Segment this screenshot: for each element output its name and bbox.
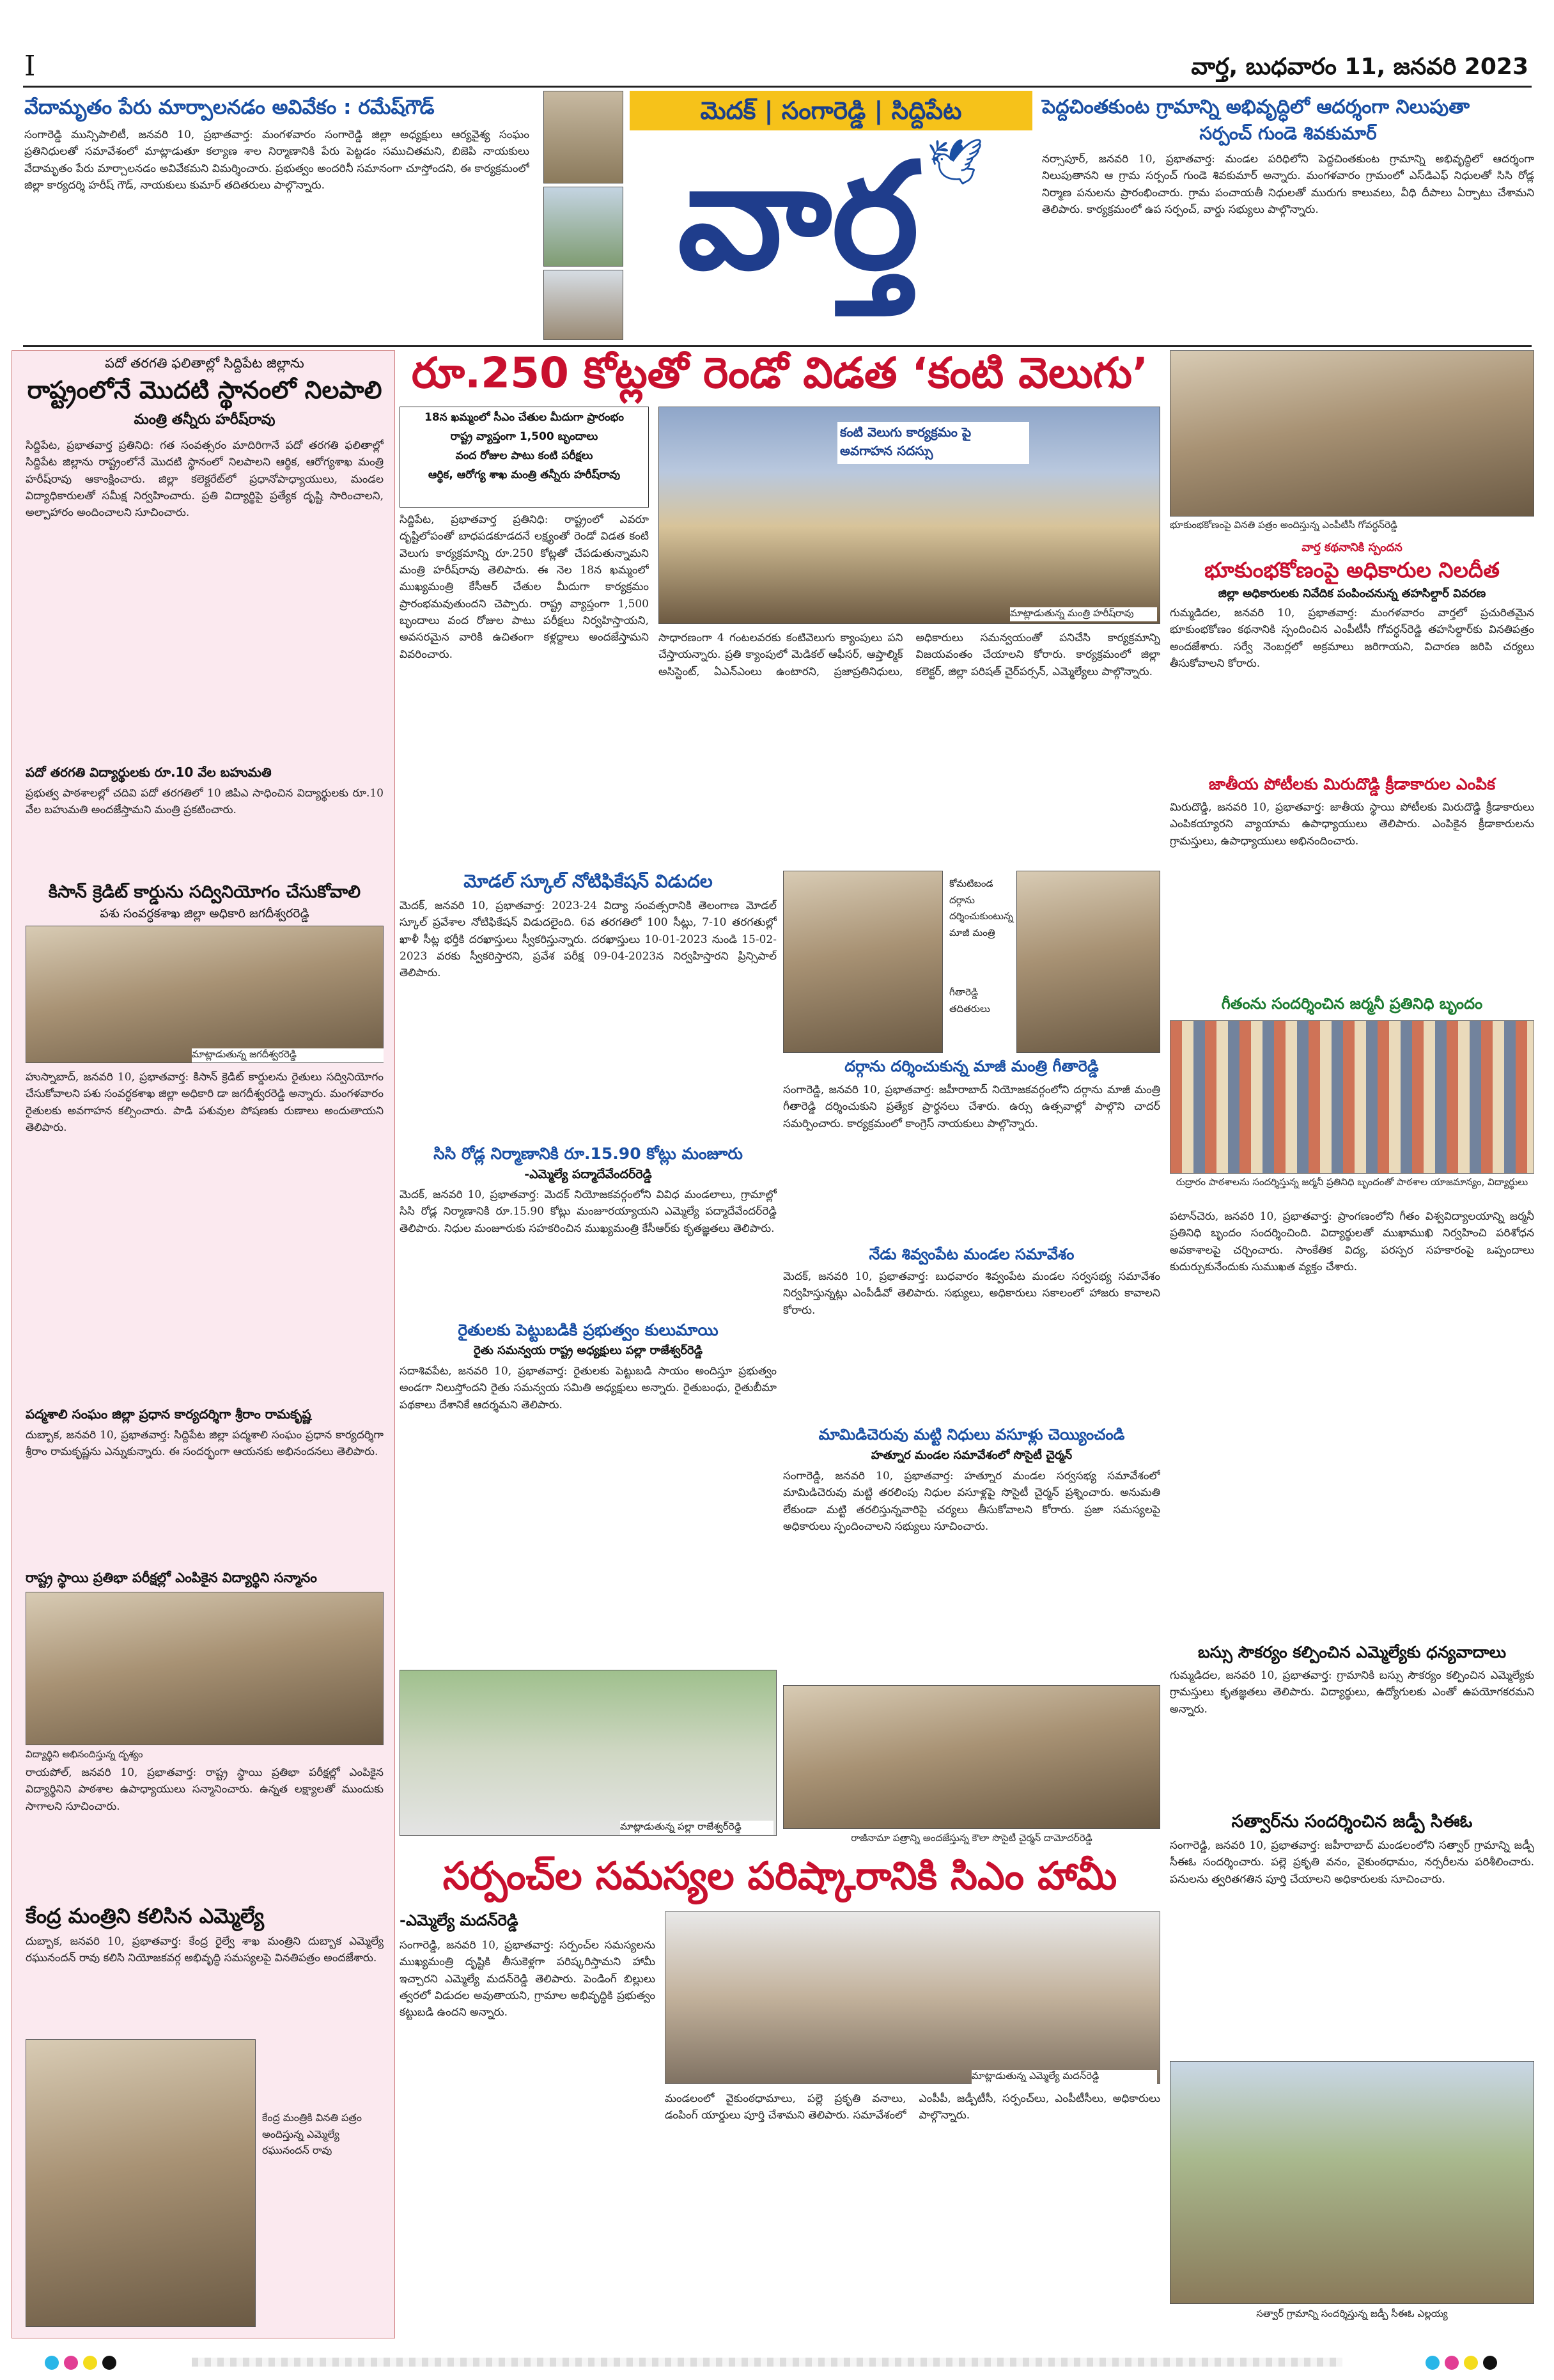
- masthead-rule: [23, 86, 1532, 88]
- photo-geetha-reddy: [783, 871, 943, 1053]
- body-padmashali: దుబ్బాక, జనవరి 10, ప్రభాతవార్త: సిద్దిపేట జిల్లా పద్మశాలి సంఘం ప్రధాన కార్యదర్శిగా శ్రీరాం రామకృష్ణను ఎన్నుకున్నారు. ఈ సందర్భంగా ఆయనకు అభినందనలు తెలిపారు.: [26, 1429, 384, 1459]
- reg-dot-cyan-right: [1426, 2356, 1440, 2370]
- banner-district-strip: మెదక్ | సంగారెడ్డి | సిద్దిపేట: [630, 91, 1032, 130]
- reg-dot-black-right: [1483, 2356, 1497, 2370]
- subhead-cc-roads: -ఎమ్మెల్యే పద్మాదేవేందర్‌రెడ్డి: [524, 1167, 652, 1181]
- headline-state-students: రాష్ట్ర స్థాయి ప్రతిభా పరీక్షల్లో ఎంపికైన విద్యార్థిని సన్మానం: [26, 1570, 317, 1585]
- body-vedamrutham: సంగారెడ్డి మున్సిపాలిటీ, జనవరి 10, ప్రభాతవార్త: మంగళవారం సంగారెడ్డి జిల్లా అధ్యక్షులు ఆర్యవైశ్య సంఘం ప్రతినిధులతో సమావేశంలో మాట్లాడుతూ కల్యాణ శాల నిర్మాణానికి పేరు పెట్టడం సముచితమని, బిజెపి నాయకులు వేదామృతం పేరు మార్చాలనడం అవివేకమని విమర్శించారు. ప్రభుత్వం అందరినీ సమానంగా చూస్తోందని, ఈ కార్యక్రమంలో జిల్లా కార్యదర్శి హరీష్ గౌడ్, నాయకులు కుమార్ తదితరులు పాల్గొన్నారు.: [24, 128, 529, 192]
- headline-model-school: మోడల్ స్కూల్ నోటిఫికేషన్ విడుదల: [463, 871, 713, 892]
- kanti-box: [400, 407, 649, 508]
- body-model-school: మెదక్, జనవరి 10, ప్రభాతవార్త: 2023-24 విద్యా సంవత్సరానికి తెలంగాణ మోడల్ స్కూల్ ప్రవేశాల నోటిఫికేషన్ విడుదలైంది. 6వ తరగతిలో 100 సీట్లు, 7-10 తరగతుల్లో ఖాళీ సీట్ల భర్తీకి దరఖాస్తులు స్వీకరిస్తున్నారు. దరఖాస్తులు 10-01-2023 నుండి 15-02-2023 వరకు స్వీకరిస్తారని, ప్రవేశ పరీక్ష 09-04-2023న నిర్వహిస్తారని ప్రిన్సిపాల్ తెలిపారు.: [400, 899, 777, 980]
- headline-kisan: కిసాన్ క్రెడిట్ కార్డును సద్వినియోగం చేసుకోవాలి: [48, 882, 361, 902]
- banner-photo-temple: [543, 91, 623, 183]
- photo-kisan: [26, 926, 384, 1063]
- photo-central-minister: [26, 2039, 256, 2327]
- body-kanti-right: సాధారణంగా 4 గంటలవరకు కంటివెలుగు క్యాంపులు పని చేస్తాయన్నారు. ప్రతి క్యాంపులో మెడికల్ ఆఫీసర్, ఆప్తాల్మిక్ అసిస్టెంట్, ఏఎన్ఎంలు ఉంటారని, ప్రజాప్రతినిధులు, అధికారులు సమన్వయంతో పనిచేసి కార్యక్రమాన్ని విజయవంతం చేయాలని కోరారు. కార్యక్రమంలో జిల్లా కలెక్టర్, జిల్లా పరిషత్ చైర్‌పర్సన్, ఎమ్మెల్యేలు పాల్గొన్నారు.: [658, 632, 1160, 678]
- body-kanti-left: సిద్దిపేట, ప్రభాతవార్త ప్రతినిధి: రాష్ట్రంలో ఎవరూ దృష్టిలోపంతో బాధపడకూడదనే లక్ష్యంతో రెండో విడత కంటి వెలుగు కార్యక్రమాన్ని రూ.250 కోట్లతో చేపడుతున్నామని మంత్రి హరీష్‌రావు తెలిపారు. ఈ నెల 18న ఖమ్మంలో ముఖ్యమంత్రి కేసీఆర్ చేతుల మీదుగా కార్యక్రమం ప్రారంభమవుతుందని చెప్పారు. రాష్ట్ర వ్యాప్తంగా 1,500 బృందాలు వంద రోజుల పాటు పరీక్షలు నిర్వహిస్తాయని, అవసరమైన వారికి ఉచితంగా కళ్లద్దాలు అందజేస్తామని వివరించారు.: [400, 513, 649, 661]
- headline-geetha: దర్గాను దర్శించుకున్న మాజీ మంత్రి గీతారెడ్డి: [844, 1057, 1099, 1075]
- caption-zp-ceo: సత్వార్ గ్రామాన్ని సందర్శిస్తున్న జడ్పీ సీఈఓ ఎల్లయ్య: [1256, 2308, 1448, 2319]
- divider-top: [23, 345, 1532, 347]
- caption-mamidicheruvu: రాజీనామా పత్రాన్ని అందజేస్తున్న కౌలా సొసైటీ చైర్మన్ దామోదర్‌రెడ్డి: [851, 1832, 1092, 1844]
- dove-logo-icon: 🕊: [927, 136, 984, 188]
- body-kisan: హుస్నాబాద్, జనవరి 10, ప్రభాతవార్త: కిసాన్ క్రెడిట్ కార్డులను రైతులు సద్వినియోగం చేసుకోవాలని పశు సంవర్ధకశాఖ జిల్లా అధికారి డా జగదీశ్వరరెడ్డి అన్నారు. మంగళవారం రైతులకు అవగాహన కల్పించారు. పాడి పశువుల పోషణకు రుణాలు అందుతాయని తెలిపారు.: [26, 1071, 384, 1135]
- subhead-peddachintakunta: సర్పంచ్ గుండె శివకుమార్: [1199, 123, 1377, 144]
- masthead-date: వార్త, బుధవారం 11, జనవరి 2023: [1191, 54, 1528, 80]
- caption-kisan: మాట్లాడుతున్న జగదీశ్వరరెడ్డి: [192, 1048, 384, 1062]
- subhead-kisan: పశు సంవర్ధకశాఖ జిల్లా అధికారి జగదీశ్వరరెడ్డి: [100, 906, 309, 921]
- page-number: I: [24, 50, 36, 82]
- newspaper-logo: వార్త: [678, 132, 919, 302]
- caption-kanti-velugu: మాట్లాడుతున్న మంత్రి హరీష్‌రావు: [1010, 607, 1157, 621]
- body-peddachintakunta: నర్సాపూర్, జనవరి 10, ప్రభాతవార్త: మండల పరిధిలోని పెద్దచింతకుంట గ్రామాన్ని అభివృద్ధిలో ఆదర్శంగా నిలుపుతానని ఆ గ్రామ సర్పంచ్ గుండె శివకుమార్ అన్నారు. మంగళవారం గ్రామంలో ఎస్‌డిఎఫ్ నిధులతో సిసి రోడ్ల నిర్మాణ పనులను ప్రారంభించారు. గ్రామ పంచాయతీ నిధులతో మురుగు కాలువలు, వీధి దీపాలు ఏర్పాటు చేశామని తెలిపారు. కార్యక్రమంలో ఉప సర్పంచ్, వార్డు సభ్యులు పాల్గొన్నారు.: [1042, 153, 1534, 217]
- headline-mamidicheruvu: మామిడిచెరువు మట్టి నిధులు వసూళ్లు చెయ్యించండి: [818, 1426, 1125, 1443]
- kanti-box-line-1: 18న ఖమ్మంలో సీఎం చేతుల మీదుగా ప్రారంభం: [424, 411, 624, 424]
- photo-state-students: [26, 1592, 384, 1745]
- body-central-minister: దుబ్బాక, జనవరి 10, ప్రభాతవార్త: కేంద్ర రైల్వే శాఖ మంత్రిని దుబ్బాక ఎమ్మెల్యే రఘునందన్ రావు కలిసి నియోజకవర్గ అభివృద్ధి సమస్యలపై వినతిపత్రం అందజేశారు.: [26, 1935, 384, 1965]
- headline-central-minister: కేంద్ర మంత్రిని కలిసిన ఎమ్మెల్యే: [26, 1904, 265, 1928]
- headline-cc-roads: సిసి రోడ్ల నిర్మాణానికి రూ.15.90 కోట్లు మంజూరు: [433, 1144, 743, 1163]
- caption-sarpanch: మాట్లాడుతున్న ఎమ్మెల్యే మదన్‌రెడ్డి: [972, 2070, 1157, 2084]
- headline-zp-ceo: సత్వార్‌ను సందర్శించిన జడ్పీ సిఈఓ: [1231, 1812, 1473, 1832]
- body-bhukumbhakonam: గుమ్మడిదల, జనవరి 10, ప్రభాతవార్త: మంగళవారం వార్తలో ప్రచురితమైన భూకుంభకోణం కథనానికి స్పందించిన ఎంపీటీసీ గోవర్ధన్‌రెడ్డి తహసిల్దార్‌కు వినతిపత్రం అందజేశారు. సర్వే నెంబర్లలో అక్రమాలు జరిగాయని, విచారణ జరిపి చర్యలు తీసుకోవాలని కోరారు.: [1170, 607, 1534, 671]
- box-title-siddipet: పదో తరగతి విద్యార్థులకు రూ.10 వేల బహుమతి: [26, 765, 272, 780]
- kanti-box-line-3: వంద రోజుల పాటు కంటి పరీక్షలు: [455, 449, 593, 462]
- caption-state-students: విద్యార్థిని అభినందిస్తున్న దృశ్యం: [26, 1748, 143, 1760]
- photo-zp-ceo: [1170, 2061, 1534, 2304]
- headline-sarpanch: సర్పంచ్‌ల సమస్యల పరిష్కారానికి సిఎం హామీ: [442, 1854, 1117, 1899]
- body-mamidicheruvu: సంగారెడ్డి, జనవరి 10, ప్రభాతవార్త: హత్నూర మండల సర్వసభ్య సమావేశంలో మామిడిచెరువు మట్టి తరలింపు నిధుల వసూళ్లపై సొసైటీ చైర్మన్ ప్రశ్నించారు. అనుమతి లేకుండా మట్టి తరలిస్తున్నవారిపై చర్యలు తీసుకోవాలని కోరారు. ప్రజా సమస్యలపై అధికారులు స్పందించాలని సభ్యులు సూచించారు.: [783, 1470, 1160, 1534]
- headline-bhukumbhakonam: భూకుంభకోణంపై అధికారుల నిలదీత: [1204, 557, 1500, 582]
- kanti-box-line-2: రాష్ట్ర వ్యాప్తంగా 1,500 బృందాలు: [450, 430, 598, 443]
- subhead-sarpanch: -ఎమ్మెల్యే మదన్‌రెడ్డి: [400, 1911, 518, 1929]
- reg-dot-magenta-left: [64, 2356, 78, 2370]
- body-german: పటాన్‌చెరు, జనవరి 10, ప్రభాతవార్త: ప్రాంగణంలోని గీతం విశ్వవిద్యాలయాన్ని జర్మనీ ప్రతినిధి బృందం సందర్శించింది. విద్యార్థులతో ముఖాముఖి నిర్వహించి పరిశోధన అవకాశాలపై చర్చించారు. సాంకేతిక విద్య, పరస్పర సహకారంపై ఒప్పందాలు కుదుర్చుకునేందుకు సుముఖత వ్యక్తం చేశారు.: [1170, 1210, 1534, 1274]
- headline-siddipet-first: రాష్ట్రంలోనే మొదటి స్థానంలో నిలపాలి: [27, 376, 382, 404]
- body-sports: మిరుదొడ్డి, జనవరి 10, ప్రభాతవార్త: జాతీయ స్థాయి పోటీలకు మిరుదొడ్డి క్రీడాకారులు ఎంపికయ్యారని వ్యాయామ ఉపాధ్యాయులు తెలిపారు. ఎంపికైన క్రీడాకారులను గ్రామస్తులు, ఉపాధ్యాయులు అభినందించారు.: [1170, 801, 1534, 848]
- body-state-students: రాయపోల్, జనవరి 10, ప్రభాతవార్త: రాష్ట్ర స్థాయి ప్రతిభా పరీక్షల్లో ఎంపికైన విద్యార్థినిని పాఠశాల ఉపాధ్యాయులు సన్మానించారు. ఉన్నత లక్ష్యాలతో ముందుకు సాగాలని సూచించారు.: [26, 1766, 384, 1813]
- photo-farmers: [400, 1670, 777, 1836]
- body-kalam: మెదక్, జనవరి 10, ప్రభాతవార్త: బుధవారం శివ్వంపేట మండల సర్వసభ్య సమావేశం నిర్వహిస్తున్నట్లు ఎంపీడీవో తెలిపారు. సభ్యులు, అధికారులు సకాలంలో హాజరు కావాలని కోరారు.: [783, 1270, 1160, 1317]
- headline-kanti-velugu: రూ.250 కోట్లతో రెండో విడత ‘కంటి వెలుగు’: [411, 348, 1149, 398]
- banner-photo-building: [543, 187, 623, 267]
- kicker-bhukumbhakonam: వార్త కథనానికి స్పందన: [1301, 541, 1402, 554]
- footer-registration-bar: [192, 2358, 1342, 2367]
- kanti-banner-text: కంటి వెలుగు కార్యక్రమం పై అవగాహన సదస్సు: [837, 422, 1029, 464]
- photo-sarpanch: [665, 1911, 1160, 2084]
- photo-bhukumbhakonam: [1170, 350, 1534, 517]
- reg-dot-cyan-left: [45, 2356, 59, 2370]
- reg-dot-yellow-left: [83, 2356, 97, 2370]
- body-sarpanch-left: సంగారెడ్డి, జనవరి 10, ప్రభాతవార్త: సర్పంచ్‌ల సమస్యలను ముఖ్యమంత్రి దృష్టికి తీసుకెళ్లగా పరిష్కరిస్తామని హామీ ఇచ్చారని ఎమ్మెల్యే మదన్‌రెడ్డి తెలిపారు. పెండింగ్ బిల్లులు త్వరలో విడుదల అవుతాయని, గ్రామాల అభివృద్ధికి ప్రభుత్వం కట్టుబడి ఉందని అన్నారు.: [400, 1939, 655, 2019]
- kanti-box-line-4: ఆర్థిక, ఆరోగ్య శాఖ మంత్రి తన్నీరు హరీష్‌రావు: [428, 469, 621, 481]
- caption-farmers: మాట్లాడుతున్న పల్లా రాజేశ్వర్‌రెడ్డి: [620, 1821, 773, 1835]
- caption-bhukumbhakonam: భూకుంభకోణంపై వినతి పత్రం అందిస్తున్న ఎంపీటీసీ గోవర్ధన్‌రెడ్డి: [1170, 519, 1398, 531]
- caption-geetha-2: గీతారెడ్డి తదితరులు: [949, 986, 990, 1015]
- photo-german: [1170, 1020, 1534, 1174]
- subhead-bhukumbhakonam: జిల్లా అధికారులకు నివేదిక పంపించనున్న తహసిల్దార్ వివరణ: [1218, 587, 1486, 600]
- headline-vedamrutham: వేదామృతం పేరు మార్పాలనడం అవివేకం : రమేష్‌గౌడ్: [24, 96, 435, 119]
- headline-sports: జాతీయ పోటీలకు మిరుదొడ్డి క్రీడాకారుల ఎంపిక: [1208, 775, 1496, 793]
- headline-german: గీతంను సందర్శించిన జర్మనీ ప్రతినిధి బృందం: [1221, 995, 1483, 1013]
- body-sarpanch-right: మండలంలో వైకుంఠధామాలు, పల్లె ప్రకృతి వనాలు, డంపింగ్ యార్డులు పూర్తి చేశామని తెలిపారు. సమావేశంలో ఎంపీపీ, జడ్పీటీసీ, సర్పంచ్‌లు, ఎంపీటీసీలు, అధికారులు పాల్గొన్నారు.: [665, 2092, 1160, 2122]
- subhead-farmers: రైతు సమన్వయ రాష్ట్ర అధ్యక్షులు పల్లా రాజేశ్వర్‌రెడ్డి: [473, 1344, 703, 1357]
- headline-peddachintakunta: పెద్దచింతకుంట గ్రామాన్ని అభివృద్ధిలో ఆదర్శంగా నిలుపుతా: [1042, 96, 1470, 118]
- body-farmers: సదాశివపేట, జనవరి 10, ప్రభాతవార్త: రైతులకు పెట్టుబడి సాయం అందిస్తూ ప్రభుత్వం అండగా నిలుస్తోందని రైతు సమన్వయ సమితి అధ్యక్షులు అన్నారు. రైతుబంధు, రైతుబీమా పథకాలు దేశానికే ఆదర్శమని తెలిపారు.: [400, 1365, 777, 1412]
- headline-farmers: రైతులకు పెట్టుబడికి ప్రభుత్వం కులుమాయి: [458, 1321, 719, 1339]
- kicker-siddipet-first: పదో తరగతి ఫలితాల్లో సిద్దిపేట జిల్లాను: [105, 355, 304, 371]
- headline-padmashali: పద్మశాలి సంఘం జిల్లా ప్రధాన కార్యదర్శిగా శ్రీరాం రామకృష్ణ: [26, 1406, 311, 1422]
- caption-central-minister: కేంద్ర మంత్రికి వినతి పత్రం అందిస్తున్న ఎమ్మెల్యే రఘునందన్ రావు: [262, 2112, 362, 2157]
- headline-kalam: నేడు శివ్వంపేట మండల సమావేశం: [869, 1245, 1075, 1263]
- photo-mamidicheruvu: [783, 1685, 1160, 1829]
- body-geetha: సంగారెడ్డి, జనవరి 10, ప్రభాతవార్త: జహీరాబాద్ నియోజకవర్గంలోని దర్గాను మాజీ మంత్రి గీతారెడ్డి దర్శించుకుని ప్రత్యేక ప్రార్థనలు చేశారు. ఉర్సు ఉత్సవాల్లో పాల్గొని చాదర్ సమర్పించారు. కార్యక్రమంలో కాంగ్రెస్ నాయకులు పాల్గొన్నారు.: [783, 1084, 1160, 1130]
- banner-photo-clocktower: [543, 270, 623, 340]
- subhead-mamidicheruvu: హత్నూర మండల సమావేశంలో సొసైటీ చైర్మన్: [871, 1449, 1073, 1462]
- reg-dot-yellow-right: [1464, 2356, 1478, 2370]
- caption-geetha-1: కోమటిబండ దర్గాను దర్శించుకుంటున్న మాజీ మంత్రి: [949, 878, 1014, 938]
- subhead-siddipet-first: మంత్రి తన్నీరు హరీష్‌రావు: [134, 412, 276, 428]
- body-siddipet-first: సిద్దిపేట, ప్రభాతవార్త ప్రతినిధి: గత సంవత్సరం మాదిరిగానే పదో తరగతి ఫలితాల్లో సిద్దిపేట జిల్లాను రాష్ట్రంలోనే మొదటి స్థానంలో నిలపాలని ఆర్థిక, ఆరోగ్యశాఖ మంత్రి హరీష్‌రావు ఆకాంక్షించారు. జిల్లా కలెక్టరేట్‌లో ప్రధానోపాధ్యాయులు, మండల విద్యాధికారులతో సమీక్ష నిర్వహించారు. ప్రతి విద్యార్థిపై ప్రత్యేక దృష్టి సారించాలని, అల్పాహారం అందించాలని సూచించారు.: [26, 439, 384, 520]
- headline-bus: బస్సు సౌకర్యం కల్పించిన ఎమ్మెల్యేకు ధన్యవాదాలు: [1197, 1643, 1507, 1661]
- body-cc-roads: మెదక్, జనవరి 10, ప్రభాతవార్త: మెదక్ నియోజకవర్గంలోని వివిధ మండలాలు, గ్రామాల్లో సిసి రోడ్ల నిర్మాణానికి రూ.15.90 కోట్లు మంజూరయ్యాయని ఎమ్మెల్యే పద్మాదేవేందర్‌రెడ్డి తెలిపారు. నిధుల మంజూరుకు సహకరించిన ముఖ్యమంత్రి కేసీఆర్‌కు కృతజ్ఞతలు తెలిపారు.: [400, 1188, 777, 1235]
- reg-dot-black-left: [102, 2356, 116, 2370]
- banner: [543, 91, 1032, 340]
- reg-dot-magenta-right: [1445, 2356, 1459, 2370]
- caption-german: రుద్రారం పాఠశాలను సందర్శిస్తున్న జర్మనీ ప్రతినిధి బృందంతో పాఠశాల యాజమాన్యం, విద్యార్థులు: [1176, 1176, 1528, 1188]
- box-body-siddipet: ప్రభుత్వ పాఠశాలల్లో చదివి పదో తరగతిలో 10 జిపిఎ సాధించిన విద్యార్థులకు రూ.10 వేల బహుమతి అందజేస్తామని మంత్రి ప్రకటించారు.: [26, 787, 384, 817]
- body-bus: గుమ్మడిదల, జనవరి 10, ప్రభాతవార్త: గ్రామానికి బస్సు సౌకర్యం కల్పించిన ఎమ్మెల్యేకు గ్రామస్తులు కృతజ్ఞతలు తెలిపారు. విద్యార్థులు, ఉద్యోగులకు ఎంతో ఉపయోగకరమని అన్నారు.: [1170, 1669, 1534, 1716]
- photo-geetha-reddy-2: [1016, 871, 1160, 1053]
- body-zp-ceo: సంగారెడ్డి, జనవరి 10, ప్రభాతవార్త: జహీరాబాద్ మండలంలోని సత్వార్ గ్రామాన్ని జడ్పీ సీఈఓ సందర్శించారు. పల్లె ప్రకృతి వనం, వైకుంఠధామం, నర్సరీలను పరిశీలించారు. పనులను త్వరితగతిన పూర్తి చేయాలని అధికారులకు సూచించారు.: [1170, 1839, 1534, 1886]
